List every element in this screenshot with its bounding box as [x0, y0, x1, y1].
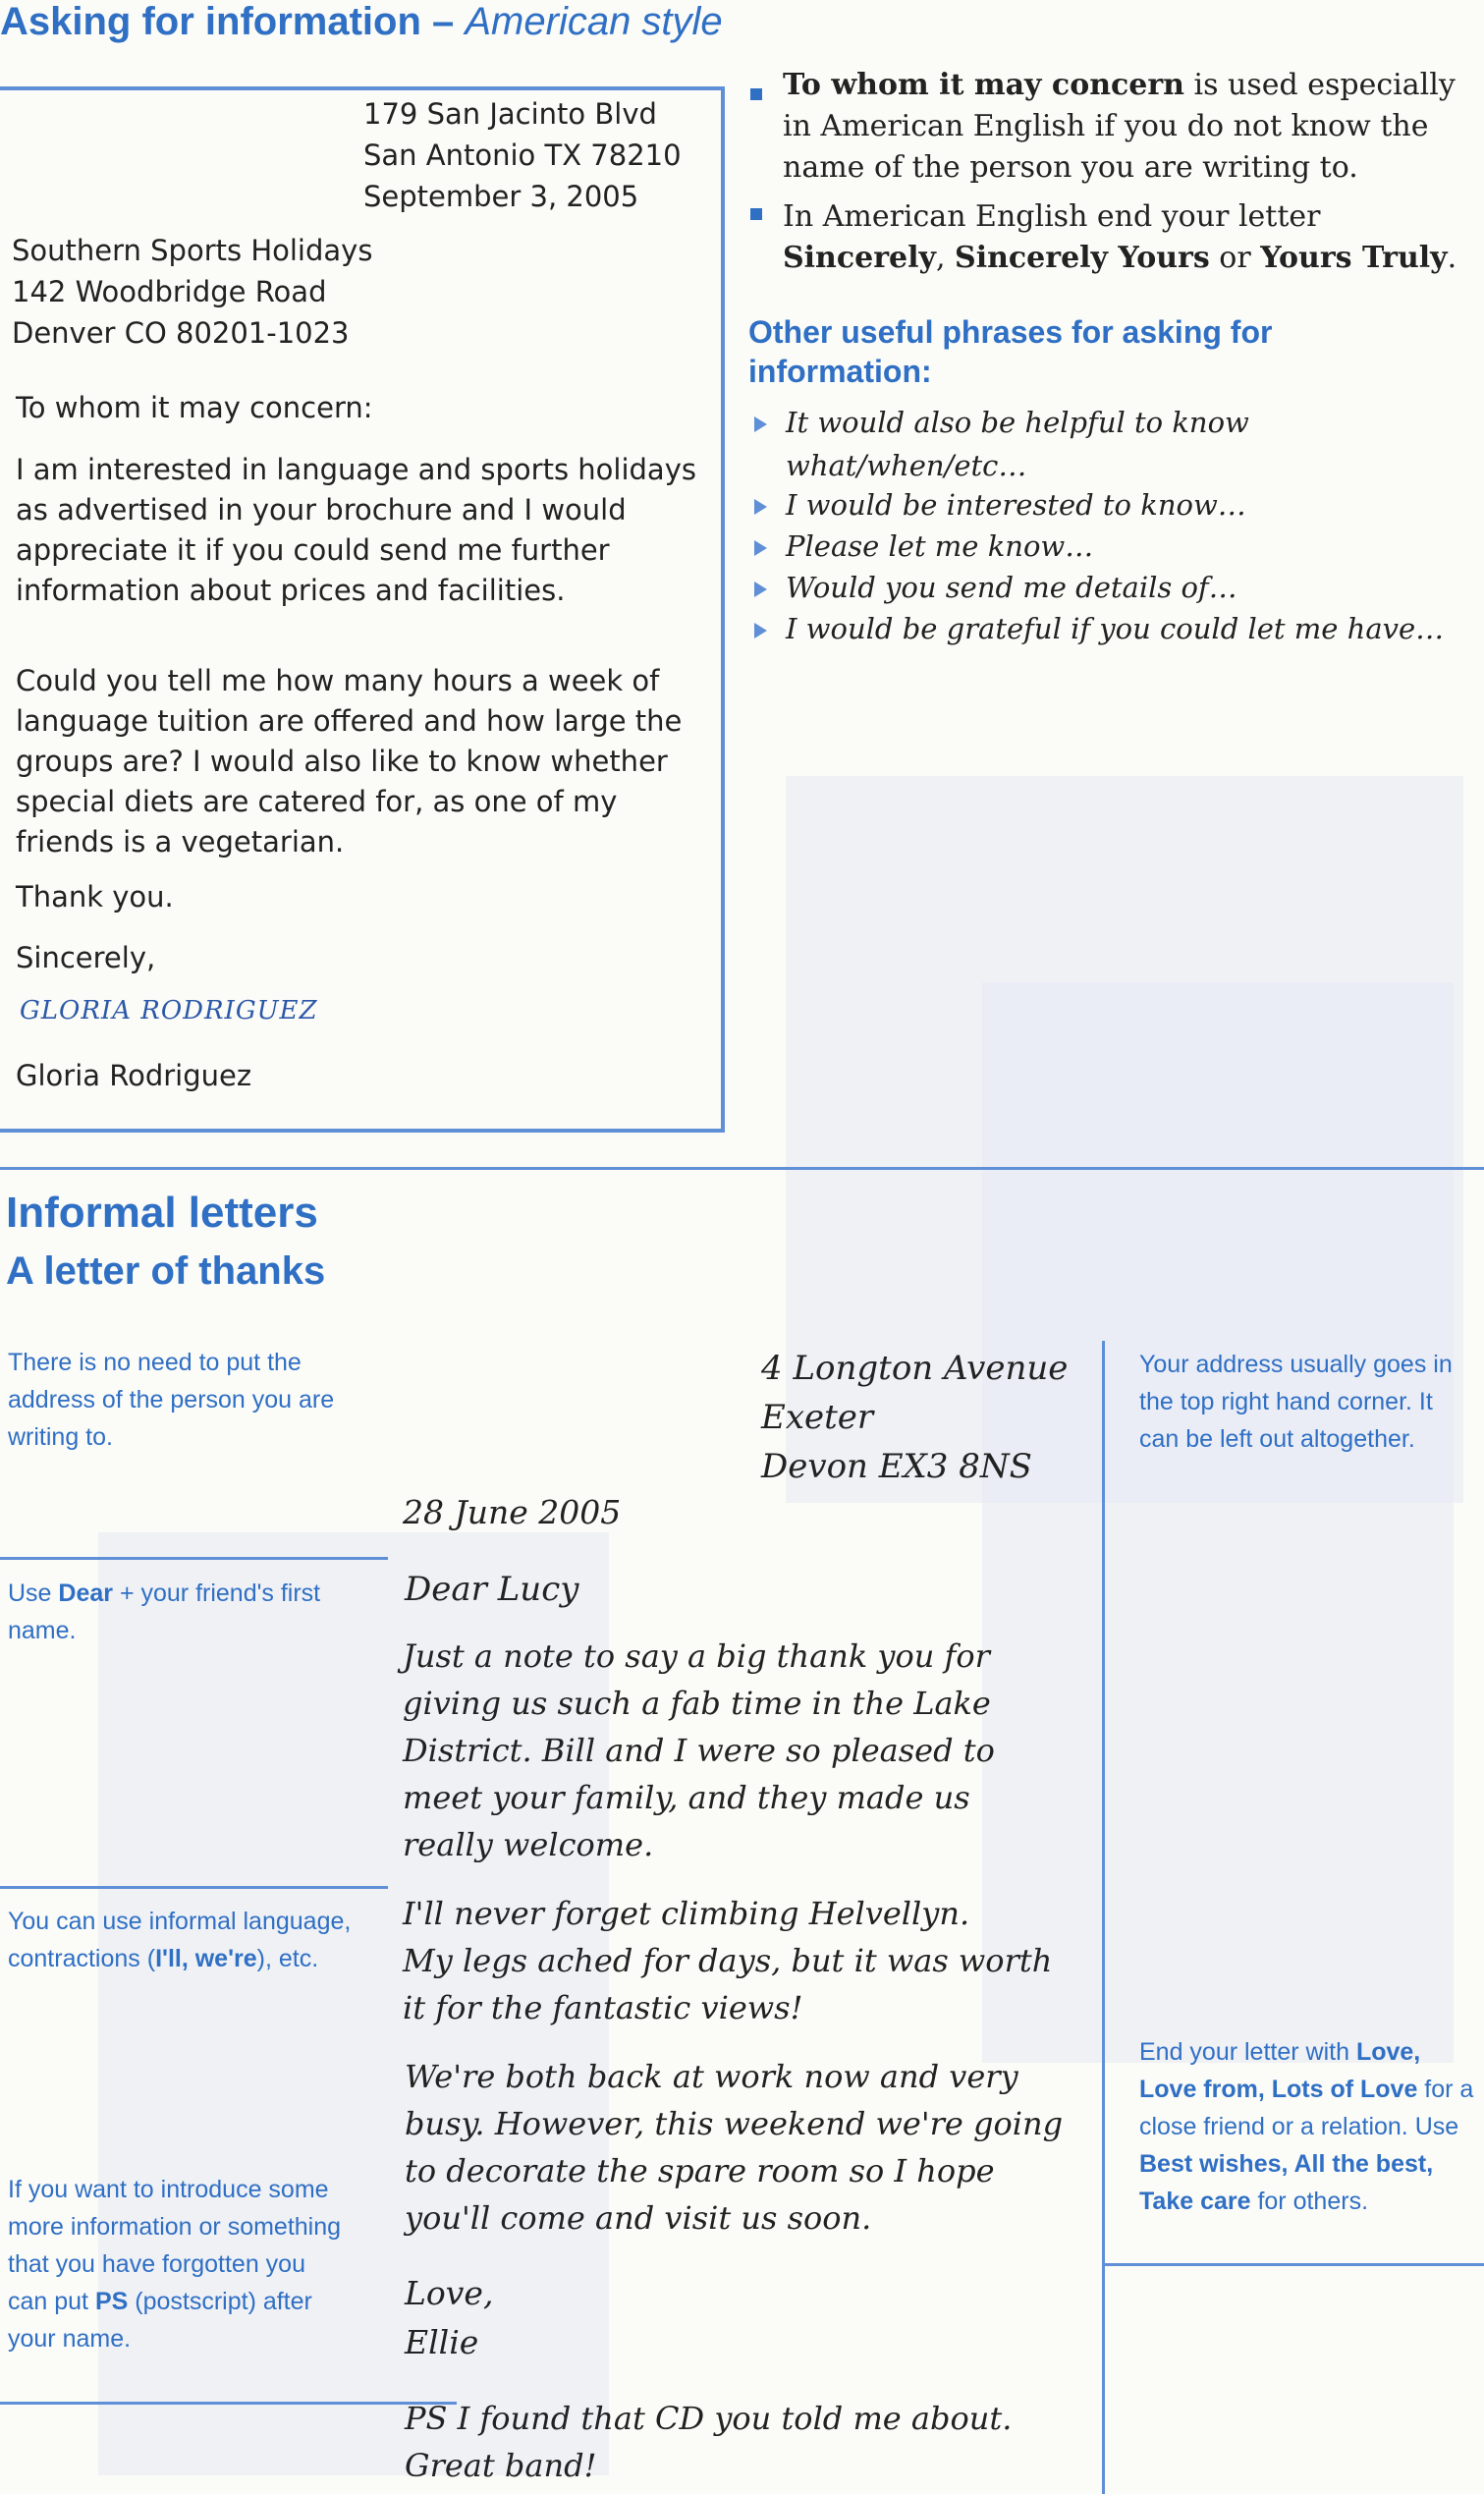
informal-closing: Love, [405, 2274, 494, 2312]
body-line: really welcome. [403, 1826, 654, 1863]
sender-line: San Antonio TX 78210 [363, 139, 682, 172]
phrase-item: I would be grateful if you could let me have… [786, 612, 1445, 645]
body-line: you'll come and visit us soon. [405, 2199, 872, 2237]
body-line: to decorate the spare room so I hope [405, 2152, 995, 2189]
sender-address [363, 93, 682, 217]
triangle-bullet-icon [754, 582, 767, 597]
body-line: I'll never forget climbing Helvellyn. [403, 1895, 970, 1932]
body-line: We're both back at work now and very [405, 2058, 1018, 2095]
informal-greeting: Dear Lucy [405, 1570, 579, 1609]
phrase-item: Would you send me details of… [786, 571, 1237, 604]
note-text: (postscript) after your name. [8, 2288, 312, 2353]
note-text: If you want to introduce some more information or something that you have forgotten you can put [8, 2176, 342, 2315]
note-bold: PS [94, 2288, 129, 2315]
page-title [0, 0, 723, 44]
note-text: for others. [1250, 2188, 1369, 2215]
margin-line [1102, 1341, 1105, 2494]
page-title-main: Asking for information [0, 0, 421, 43]
note-divider [0, 1886, 388, 1889]
letter-paragraph-1: I am interested in language and sports holidays as advertised in your brochure and I would appreciate it if you could send me further information about prices and facilities. [16, 453, 696, 607]
note-text: for a close friend or a relation. Use [1139, 2076, 1474, 2140]
informal-postscript [405, 2395, 1012, 2489]
section-subheading: A letter of thanks [6, 1249, 326, 1293]
note-bold: Sincerely Yours [955, 241, 1210, 275]
informal-address [761, 1344, 1068, 1491]
side-note-your-address: Your address usually goes in the top right hand corner. It can be left out altogether. [1139, 1351, 1453, 1453]
body-line: meet your family, and they made us [403, 1779, 970, 1816]
note-text: In American English end your letter [783, 199, 1321, 234]
recipient-line: Southern Sports Holidays [12, 234, 373, 267]
note-bold: To whom it may concern [783, 68, 1184, 102]
informal-paragraph-2 [403, 1890, 1052, 2031]
triangle-bullet-icon [754, 499, 767, 515]
note-text: Use [8, 1580, 59, 1607]
note-text: End your letter with [1139, 2038, 1356, 2066]
note-bold: Yours Truly [1260, 241, 1448, 275]
phrase-item: It would also be helpful to know [786, 406, 1249, 439]
postscript-line: PS I found that CD you told me about. [405, 2400, 1013, 2437]
note-divider [1102, 2263, 1484, 2266]
triangle-bullet-icon [754, 416, 767, 432]
body-line: Just a note to say a big thank you for [403, 1637, 990, 1675]
note-text: , [935, 241, 956, 275]
note-text: + your friend's first name. [8, 1580, 321, 1644]
section-divider [0, 1167, 1484, 1170]
informal-date: 28 June 2005 [403, 1493, 622, 1531]
handwritten-signature: GLORIA RODRIGUEZ [20, 996, 318, 1025]
note-text: . [1447, 241, 1457, 275]
note-text: ), etc. [256, 1945, 319, 1972]
ghost-panel [982, 982, 1454, 2063]
letter-date: September 3, 2005 [363, 180, 639, 213]
note-bold: Best wishes, All the best, Take care [1139, 2150, 1434, 2215]
triangle-bullet-icon [754, 540, 767, 556]
note-divider [0, 2402, 457, 2405]
letter-thanks: Thank you. [16, 880, 174, 914]
phrases-heading: Other useful phrases for asking for information: [748, 314, 1273, 389]
note-to-whom [783, 65, 1470, 189]
postscript-line: Great band! [405, 2447, 597, 2484]
recipient-line: Denver CO 80201-1023 [12, 316, 350, 350]
phrase-item: Please let me know… [786, 529, 1094, 563]
recipient-address [12, 230, 372, 354]
address-line: 4 Longton Avenue [761, 1349, 1069, 1388]
section-heading: Informal letters [6, 1189, 318, 1237]
recipient-line: 142 Woodbridge Road [12, 275, 327, 308]
letter-salutation: To whom it may concern: [16, 391, 373, 424]
side-note-address: There is no need to put the address of the person you are writing to. [8, 1349, 335, 1451]
informal-closing-block [405, 2269, 493, 2367]
body-line: giving us such a fab time in the Lake [403, 1685, 991, 1722]
bullet-square-icon [750, 88, 762, 100]
note-bold: I'll, we're [155, 1945, 257, 1972]
note-divider [0, 1557, 388, 1560]
note-end-letter [783, 196, 1470, 279]
note-text: or [1209, 241, 1261, 275]
side-note-dear [8, 1575, 361, 1649]
note-bold: Love, Love from, Lots of Love [1139, 2038, 1421, 2103]
informal-paragraph-3 [405, 2053, 1063, 2242]
note-bold: Sincerely [783, 241, 936, 275]
phrase-item-continuation: what/when/etc… [786, 449, 1027, 482]
body-line: busy. However, this weekend we're going [405, 2105, 1064, 2142]
note-text: You can use informal language, contractions ( [8, 1908, 352, 1972]
letter-paragraph-2: Could you tell me how many hours a week of language tuition are offered and how large the groups are? I would also like to know whether special diets are catered for, as one of my friends is a vegetarian. [16, 664, 683, 859]
page-title-dash: – [420, 0, 466, 43]
body-line: District. Bill and I were so pleased to [403, 1732, 995, 1769]
sender-line: 179 San Jacinto Blvd [363, 97, 657, 131]
letter-name: Gloria Rodriguez [16, 1059, 252, 1092]
bullet-square-icon [750, 208, 762, 220]
informal-name: Ellie [405, 2323, 479, 2361]
note-text: is used especially in American English if you do not know the name of the person you are writing to. [783, 68, 1456, 185]
note-bold: Dear [58, 1580, 113, 1607]
triangle-bullet-icon [754, 623, 767, 638]
page-title-sub: American style [465, 0, 723, 43]
letter-closing: Sincerely, [16, 941, 156, 974]
side-note-ps [8, 2171, 342, 2357]
address-line: Exeter [761, 1398, 874, 1437]
address-line: Devon EX3 8NS [761, 1447, 1032, 1486]
side-note-ending [1139, 2033, 1478, 2220]
phrase-item: I would be interested to know… [786, 488, 1246, 522]
side-note-informal [8, 1903, 361, 1977]
body-line: My legs ached for days, but it was worth [403, 1942, 1053, 1979]
body-line: it for the fantastic views! [403, 1989, 803, 2026]
informal-paragraph-1 [403, 1633, 995, 1868]
